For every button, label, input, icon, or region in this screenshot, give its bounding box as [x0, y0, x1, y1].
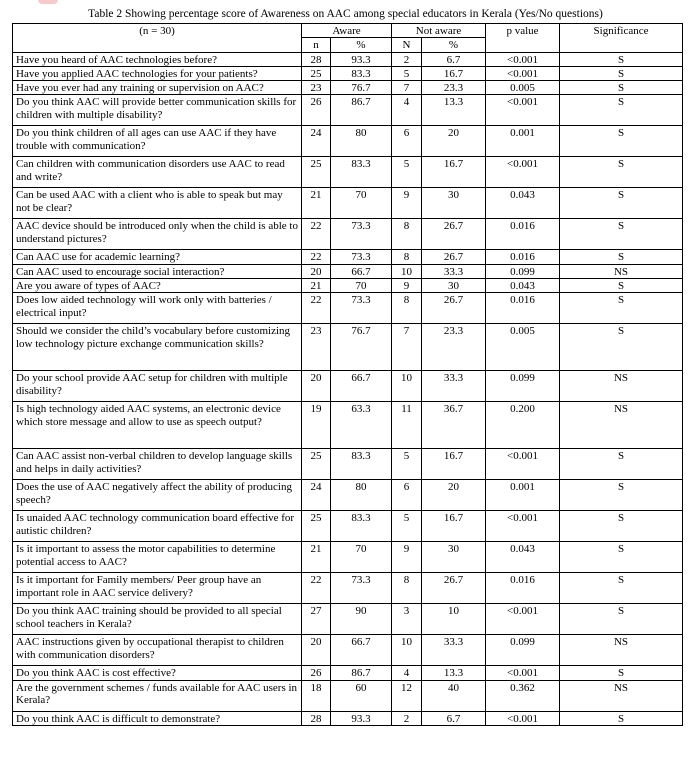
aware-pct-cell: 66.7	[331, 371, 392, 402]
aware-pct-cell: 83.3	[331, 157, 392, 188]
p-value-cell: <0.001	[486, 52, 560, 66]
not-aware-pct-cell: 26.7	[422, 293, 486, 324]
p-value-cell: 0.001	[486, 126, 560, 157]
header-aware-pct: %	[331, 38, 392, 52]
header-p-value: p value	[486, 24, 560, 53]
table-row	[13, 157, 683, 188]
aware-n-cell: 21	[302, 279, 331, 293]
p-value-cell: 0.362	[486, 680, 560, 711]
not-aware-pct-cell: 26.7	[422, 573, 486, 604]
question-cell: Have you applied AAC technologies for your patients?	[13, 66, 302, 80]
table-row	[13, 126, 683, 157]
p-value-cell: 0.005	[486, 324, 560, 371]
question-cell: Can AAC used to encourage social interaction?	[13, 264, 302, 278]
aware-n-cell: 21	[302, 542, 331, 573]
aware-pct-cell: 76.7	[331, 81, 392, 95]
significance-cell: S	[560, 157, 683, 188]
p-value-cell: 0.016	[486, 250, 560, 264]
not-aware-n-cell: 2	[392, 711, 422, 725]
question-cell: AAC instructions given by occupational therapist to children with communication disorders?	[13, 635, 302, 666]
not-aware-pct-cell: 10	[422, 604, 486, 635]
aware-n-cell: 23	[302, 324, 331, 371]
aware-n-cell: 27	[302, 604, 331, 635]
aware-n-cell: 23	[302, 81, 331, 95]
question-cell: Should we consider the child’s vocabulary before customizing low technology picture exchange communication skills?	[13, 324, 302, 371]
not-aware-pct-cell: 6.7	[422, 711, 486, 725]
not-aware-pct-cell: 16.7	[422, 157, 486, 188]
not-aware-pct-cell: 20	[422, 126, 486, 157]
header-significance: Significance	[560, 24, 683, 53]
aware-pct-cell: 63.3	[331, 402, 392, 449]
not-aware-pct-cell: 30	[422, 542, 486, 573]
significance-cell: S	[560, 293, 683, 324]
header-aware-n: n	[302, 38, 331, 52]
table-row	[13, 542, 683, 573]
not-aware-n-cell: 5	[392, 449, 422, 480]
aware-pct-cell: 66.7	[331, 635, 392, 666]
significance-cell: NS	[560, 371, 683, 402]
table-row	[13, 402, 683, 449]
aware-pct-cell: 83.3	[331, 449, 392, 480]
p-value-cell: 0.099	[486, 371, 560, 402]
aware-pct-cell: 73.3	[331, 573, 392, 604]
significance-cell: S	[560, 219, 683, 250]
aware-pct-cell: 73.3	[331, 219, 392, 250]
aware-n-cell: 18	[302, 680, 331, 711]
p-value-cell: <0.001	[486, 604, 560, 635]
p-value-cell: 0.016	[486, 293, 560, 324]
question-cell: Have you heard of AAC technologies before?	[13, 52, 302, 66]
not-aware-n-cell: 8	[392, 250, 422, 264]
aware-n-cell: 20	[302, 264, 331, 278]
significance-cell: S	[560, 250, 683, 264]
header-question: (n = 30)	[13, 24, 302, 53]
significance-cell: S	[560, 480, 683, 511]
aware-pct-cell: 60	[331, 680, 392, 711]
significance-cell: S	[560, 711, 683, 725]
not-aware-n-cell: 10	[392, 264, 422, 278]
table-row	[13, 511, 683, 542]
p-value-cell: 0.043	[486, 542, 560, 573]
question-cell: Is high technology aided AAC systems, an electronic device which store message and allow to use as speech output?	[13, 402, 302, 449]
not-aware-n-cell: 6	[392, 126, 422, 157]
not-aware-n-cell: 4	[392, 95, 422, 126]
aware-n-cell: 25	[302, 66, 331, 80]
table-row	[13, 449, 683, 480]
aware-n-cell: 24	[302, 126, 331, 157]
table-row	[13, 371, 683, 402]
table-row	[13, 573, 683, 604]
question-cell: Are you aware of types of AAC?	[13, 279, 302, 293]
aware-pct-cell: 70	[331, 542, 392, 573]
question-cell: Have you ever had any training or supervision on AAC?	[13, 81, 302, 95]
question-cell: Does low aided technology will work only with batteries / electrical input?	[13, 293, 302, 324]
significance-cell: NS	[560, 402, 683, 449]
p-value-cell: <0.001	[486, 511, 560, 542]
question-cell: Is unaided AAC technology communication board effective for autistic children?	[13, 511, 302, 542]
significance-cell: S	[560, 81, 683, 95]
not-aware-n-cell: 10	[392, 635, 422, 666]
not-aware-pct-cell: 40	[422, 680, 486, 711]
significance-cell: NS	[560, 635, 683, 666]
table-body	[13, 52, 683, 725]
aware-n-cell: 24	[302, 480, 331, 511]
table-row	[13, 324, 683, 371]
table-row	[13, 250, 683, 264]
aware-pct-cell: 90	[331, 604, 392, 635]
significance-cell: S	[560, 279, 683, 293]
aware-n-cell: 22	[302, 293, 331, 324]
question-cell: Do you think AAC will provide better communication skills for children with multiple disability?	[13, 95, 302, 126]
question-cell: Can AAC use for academic learning?	[13, 250, 302, 264]
p-value-cell: 0.016	[486, 219, 560, 250]
not-aware-pct-cell: 33.3	[422, 371, 486, 402]
table-row	[13, 480, 683, 511]
significance-cell: S	[560, 511, 683, 542]
not-aware-n-cell: 5	[392, 157, 422, 188]
significance-cell: S	[560, 324, 683, 371]
aware-pct-cell: 86.7	[331, 95, 392, 126]
aware-n-cell: 22	[302, 250, 331, 264]
p-value-cell: 0.200	[486, 402, 560, 449]
aware-n-cell: 20	[302, 371, 331, 402]
question-cell: Is it important to assess the motor capabilities to determine potential access to AAC?	[13, 542, 302, 573]
not-aware-pct-cell: 26.7	[422, 250, 486, 264]
not-aware-n-cell: 12	[392, 680, 422, 711]
aware-pct-cell: 73.3	[331, 250, 392, 264]
not-aware-n-cell: 9	[392, 279, 422, 293]
not-aware-n-cell: 8	[392, 573, 422, 604]
header-not-aware-pct: %	[422, 38, 486, 52]
not-aware-pct-cell: 23.3	[422, 81, 486, 95]
significance-cell: S	[560, 126, 683, 157]
p-value-cell: <0.001	[486, 449, 560, 480]
p-value-cell: 0.043	[486, 188, 560, 219]
aware-n-cell: 22	[302, 219, 331, 250]
aware-pct-cell: 83.3	[331, 511, 392, 542]
not-aware-n-cell: 7	[392, 81, 422, 95]
table-row	[13, 52, 683, 66]
header-not-aware: Not aware	[392, 24, 486, 38]
not-aware-pct-cell: 36.7	[422, 402, 486, 449]
table-row	[13, 680, 683, 711]
table-row	[13, 635, 683, 666]
header-not-aware-n: N	[392, 38, 422, 52]
table-row	[13, 81, 683, 95]
not-aware-pct-cell: 16.7	[422, 449, 486, 480]
awareness-table	[12, 23, 683, 726]
not-aware-pct-cell: 16.7	[422, 511, 486, 542]
aware-n-cell: 22	[302, 573, 331, 604]
table-row	[13, 66, 683, 80]
not-aware-n-cell: 8	[392, 219, 422, 250]
question-cell: Do you think AAC is cost effective?	[13, 666, 302, 680]
aware-n-cell: 21	[302, 188, 331, 219]
not-aware-n-cell: 2	[392, 52, 422, 66]
question-cell: Do you think children of all ages can use AAC if they have trouble with communication?	[13, 126, 302, 157]
significance-cell: S	[560, 573, 683, 604]
table-row	[13, 293, 683, 324]
significance-cell: S	[560, 449, 683, 480]
aware-pct-cell: 80	[331, 126, 392, 157]
question-cell: Can children with communication disorders use AAC to read and write?	[13, 157, 302, 188]
not-aware-n-cell: 9	[392, 542, 422, 573]
not-aware-pct-cell: 20	[422, 480, 486, 511]
question-cell: Do you think AAC is difficult to demonstrate?	[13, 711, 302, 725]
aware-pct-cell: 73.3	[331, 293, 392, 324]
table-row	[13, 279, 683, 293]
aware-n-cell: 25	[302, 157, 331, 188]
aware-pct-cell: 70	[331, 279, 392, 293]
table-row	[13, 95, 683, 126]
not-aware-pct-cell: 30	[422, 188, 486, 219]
aware-n-cell: 26	[302, 666, 331, 680]
not-aware-pct-cell: 33.3	[422, 635, 486, 666]
table-row	[13, 711, 683, 725]
significance-cell: S	[560, 95, 683, 126]
p-value-cell: 0.005	[486, 81, 560, 95]
not-aware-n-cell: 5	[392, 511, 422, 542]
question-cell: Can AAC assist non-verbal children to develop language skills and helps in daily activities?	[13, 449, 302, 480]
significance-cell: S	[560, 66, 683, 80]
p-value-cell: 0.001	[486, 480, 560, 511]
aware-pct-cell: 80	[331, 480, 392, 511]
aware-pct-cell: 93.3	[331, 52, 392, 66]
p-value-cell: <0.001	[486, 157, 560, 188]
significance-cell: NS	[560, 264, 683, 278]
not-aware-n-cell: 7	[392, 324, 422, 371]
not-aware-pct-cell: 30	[422, 279, 486, 293]
table-row	[13, 188, 683, 219]
aware-n-cell: 20	[302, 635, 331, 666]
aware-pct-cell: 76.7	[331, 324, 392, 371]
p-value-cell: <0.001	[486, 95, 560, 126]
table-caption: Table 2 Showing percentage score of Awareness on AAC among special educators in Kerala (Yes/No questions)	[88, 8, 603, 20]
significance-cell: S	[560, 52, 683, 66]
p-value-cell: <0.001	[486, 711, 560, 725]
table-row	[13, 666, 683, 680]
question-cell: Is it important for Family members/ Peer group have an important role in AAC service delivery?	[13, 573, 302, 604]
not-aware-n-cell: 4	[392, 666, 422, 680]
aware-n-cell: 19	[302, 402, 331, 449]
p-value-cell: 0.099	[486, 264, 560, 278]
not-aware-n-cell: 3	[392, 604, 422, 635]
logo-mark	[38, 0, 58, 4]
not-aware-n-cell: 5	[392, 66, 422, 80]
aware-n-cell: 25	[302, 449, 331, 480]
aware-n-cell: 25	[302, 511, 331, 542]
not-aware-n-cell: 9	[392, 188, 422, 219]
not-aware-pct-cell: 16.7	[422, 66, 486, 80]
p-value-cell: 0.043	[486, 279, 560, 293]
aware-n-cell: 28	[302, 52, 331, 66]
table-row	[13, 219, 683, 250]
question-cell: Do your school provide AAC setup for children with multiple disability?	[13, 371, 302, 402]
question-cell: AAC device should be introduced only when the child is able to understand pictures?	[13, 219, 302, 250]
not-aware-pct-cell: 33.3	[422, 264, 486, 278]
aware-pct-cell: 66.7	[331, 264, 392, 278]
question-cell: Do you think AAC training should be provided to all special school teachers in Kerala?	[13, 604, 302, 635]
significance-cell: S	[560, 666, 683, 680]
table-row	[13, 264, 683, 278]
p-value-cell: 0.099	[486, 635, 560, 666]
p-value-cell: <0.001	[486, 666, 560, 680]
not-aware-pct-cell: 13.3	[422, 95, 486, 126]
aware-pct-cell: 70	[331, 188, 392, 219]
header-aware: Aware	[302, 24, 392, 38]
significance-cell: S	[560, 542, 683, 573]
not-aware-n-cell: 6	[392, 480, 422, 511]
table-row	[13, 604, 683, 635]
not-aware-pct-cell: 13.3	[422, 666, 486, 680]
aware-n-cell: 28	[302, 711, 331, 725]
question-cell: Can be used AAC with a client who is able to speak but may not be clear?	[13, 188, 302, 219]
significance-cell: S	[560, 604, 683, 635]
significance-cell: S	[560, 188, 683, 219]
aware-pct-cell: 93.3	[331, 711, 392, 725]
not-aware-n-cell: 11	[392, 402, 422, 449]
aware-pct-cell: 86.7	[331, 666, 392, 680]
aware-n-cell: 26	[302, 95, 331, 126]
question-cell: Are the government schemes / funds available for AAC users in Kerala?	[13, 680, 302, 711]
p-value-cell: 0.016	[486, 573, 560, 604]
aware-pct-cell: 83.3	[331, 66, 392, 80]
not-aware-pct-cell: 23.3	[422, 324, 486, 371]
p-value-cell: <0.001	[486, 66, 560, 80]
question-cell: Does the use of AAC negatively affect the ability of producing speech?	[13, 480, 302, 511]
not-aware-pct-cell: 6.7	[422, 52, 486, 66]
header-row-1	[13, 24, 683, 38]
not-aware-pct-cell: 26.7	[422, 219, 486, 250]
not-aware-n-cell: 10	[392, 371, 422, 402]
not-aware-n-cell: 8	[392, 293, 422, 324]
significance-cell: NS	[560, 680, 683, 711]
